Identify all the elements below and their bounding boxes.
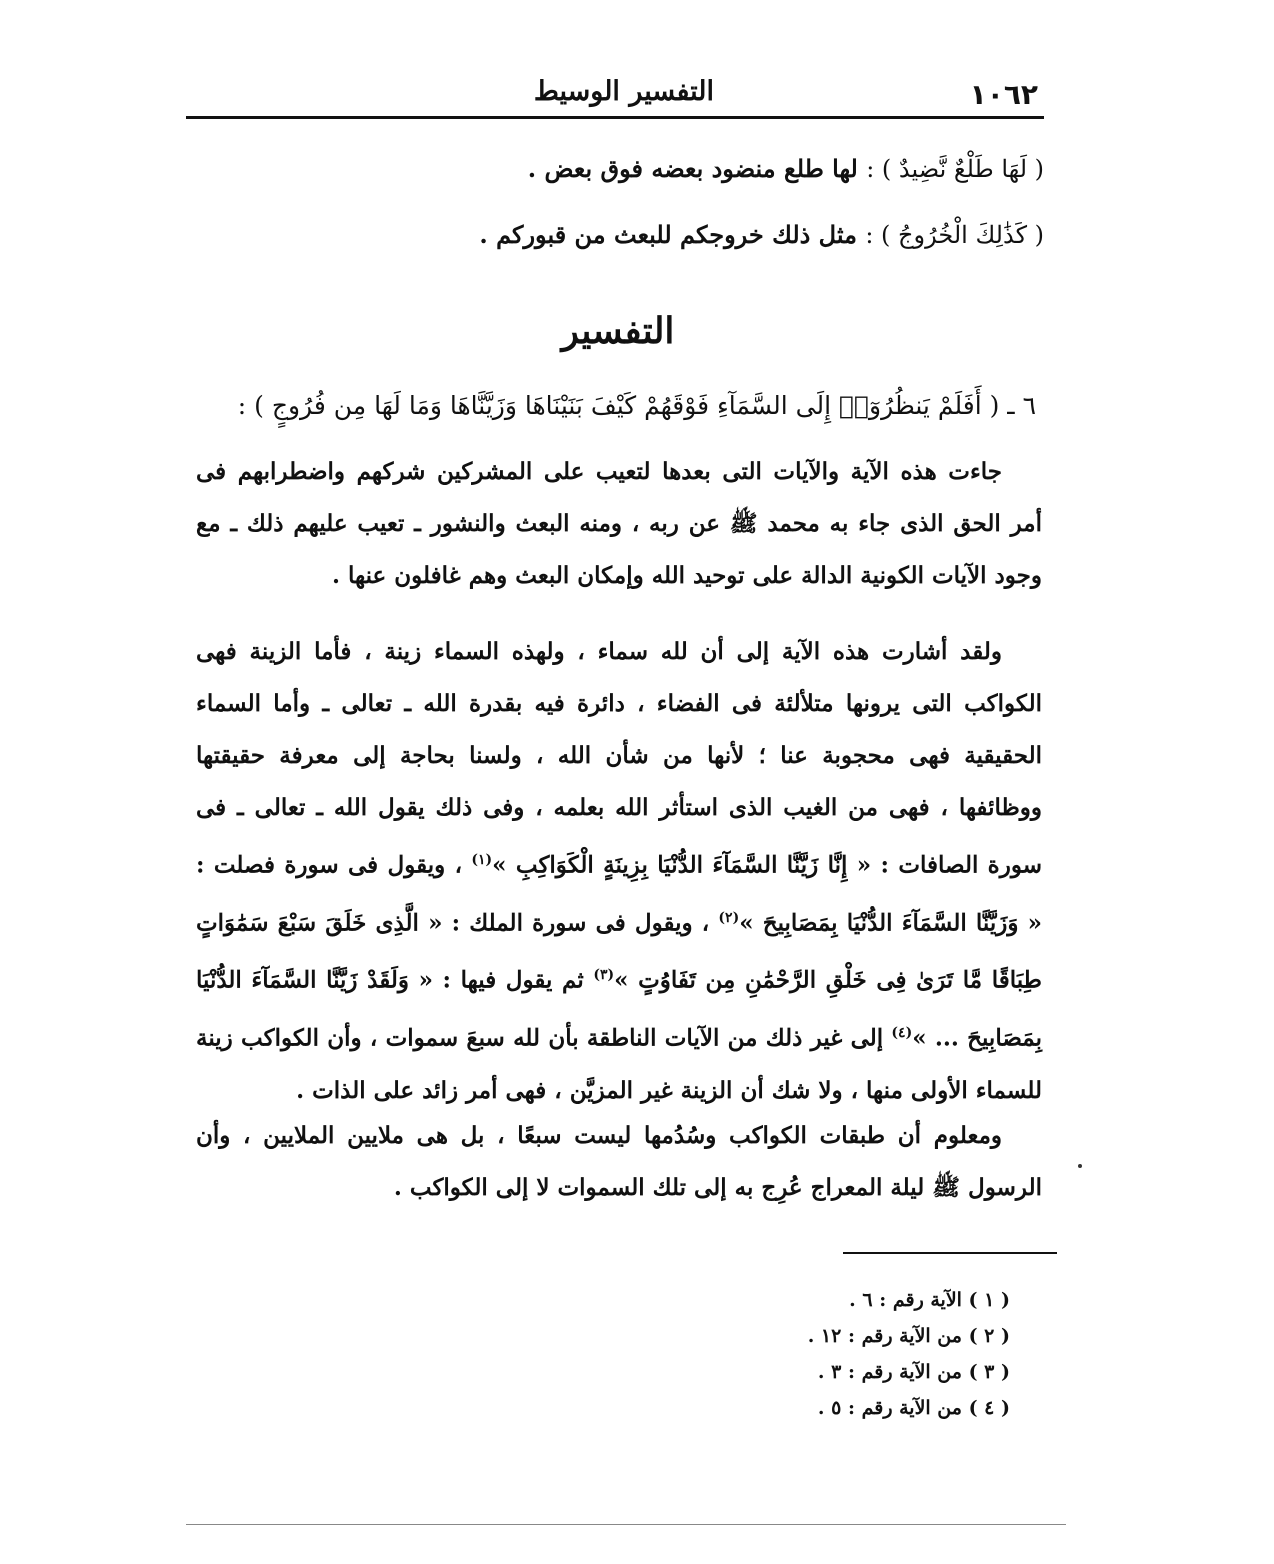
section-title: التفسير — [561, 310, 675, 352]
vocab-entry — [164, 152, 1044, 186]
paragraph-text: ، ويقول فى سورة فصلت : « وَزَيَّنَّا السَّمَآءَ الدُّنْيَا بِمَصَابِيحَ » — [196, 851, 1042, 937]
page-number: ١٠٦٢ — [969, 78, 1038, 111]
paragraph-text: جاءت هذه الآية والآيات التى بعدها لتعيب على المشركين شركهم واضطرابهم فى أمر الحق الذى جاء به محمد ﷺ عن ربه ، ومنه البعث والنشور ـ تعيب عليهم ذلك ـ مع وجود الآيات الكونية الدالة على توحيد الله وإمكان البعث وهم غافلون عنها . — [196, 458, 1042, 589]
footnote-ref[interactable]: (٢) — [718, 909, 740, 926]
running-title: التفسير الوسيط — [533, 76, 714, 107]
paragraph-text: ، ويقول فى سورة الملك : « الَّذِى خَلَقَ سَبْعَ سَمَٰوَاتٍ طِبَاقًا مَّا تَرَىٰ فِى خَلْقِ الرَّحْمَٰنِ مِن تَفَاوُتٍ » — [196, 909, 1042, 994]
vocab-meaning: مثل ذلك خروجكم للبعث من قبوركم . — [479, 220, 857, 249]
header-rule — [186, 116, 1044, 119]
paragraph-text: ولقد أشارت هذه الآية إلى أن لله سماء ، ولهذه السماء زينة ، فأما الزينة فهى الكواكب التى يرونها متلألئة فى الفضاء ، دائرة فيه بقدرة الله ـ تعالى ـ وأما السماء الحقيقية فهى محجوبة عنا ؛ لأنها من شأن الله ، ولسنا بحاجة إلى معرفة حقيقتها ووظائفها ، فهى من الغيب الذى استأثر الله بعلمه ، وفى ذلك يقول الله ـ تعالى ـ فى سورة الصافات : « إِنَّا زَيَّنَّا السَّمَآءَ الدُّنْيَا بِزِينَةٍ الْكَوَاكِبِ » — [196, 638, 1042, 879]
footnote-rule — [843, 1252, 1057, 1254]
footnote: ( ٢ ) من الآية رقم : ١٢ . — [807, 1325, 1010, 1347]
paragraph-text: ثم يقول فيها : « وَلَقَدْ زَيَّنَّا السَّمَآءَ الدُّنْيَا بِمَصَابِيحَ ... » — [196, 966, 1042, 1052]
vocab-term: ( كَذَٰلِكَ الْخُرُوجُ ) : — [865, 221, 1044, 249]
vocab-entry — [164, 218, 1044, 252]
paragraph-3 — [196, 1110, 1042, 1214]
footnote-ref[interactable]: (٣) — [593, 967, 615, 984]
vocab-term: ( لَهَا طَلْعٌ نَّضِيدٌ ) : — [866, 155, 1044, 183]
scan-edge-line — [186, 1524, 1066, 1525]
paragraph-text: إلى غير ذلك من الآيات الناطقة بأن لله سبعَ سموات ، وأن الكواكب زينة للسماء الأولى منها ، ولا شك أن الزينة غير المزيَّن ، فهى أمر زائد على الذات . — [196, 1024, 1042, 1104]
footnote-ref[interactable]: (٤) — [891, 1024, 913, 1041]
footnote: ( ١ ) الآية رقم : ٦ . — [849, 1289, 1010, 1311]
footnote-ref[interactable]: (١) — [471, 852, 493, 868]
footnotes — [710, 1282, 1010, 1426]
page-header — [186, 70, 1044, 114]
scan-speck — [1078, 1164, 1082, 1168]
footnote: ( ٤ ) من الآية رقم : ٥ . — [817, 1397, 1010, 1419]
vocab-meaning: لها طلع منضود بعضه فوق بعض . — [527, 154, 858, 183]
footnote: ( ٣ ) من الآية رقم : ٣ . — [817, 1361, 1010, 1383]
paragraph-2 — [196, 626, 1042, 1117]
verse-heading: ٦ ـ ( أَفَلَمْ يَنظُرُوٓا۟ إِلَى السَّمَآءِ فَوْقَهُمْ كَيْفَ بَنَيْنَاهَا وَزَيَّنَّاهَا وَمَا لَهَا مِن فُرُوجٍ ) : — [237, 391, 1036, 420]
paragraph-1 — [196, 446, 1042, 602]
paragraph-text: ومعلوم أن طبقات الكواكب وسُدُمها ليست سبعًا ، بل هى ملايين الملايين ، وأن الرسول ﷺ ليلة المعراج عُرِج به إلى تلك السموات لا إلى الكواكب . — [196, 1122, 1042, 1201]
